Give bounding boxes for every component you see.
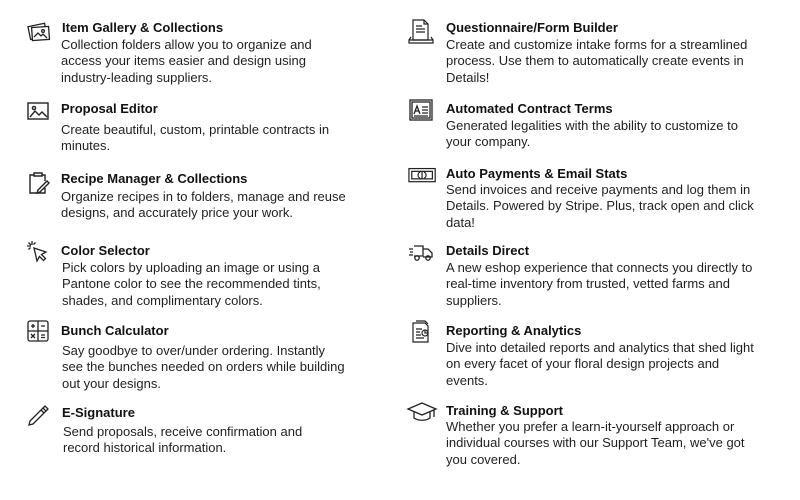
feature-title: Questionnaire/Form Builder [446,20,618,35]
report-icon [408,320,434,346]
feature-title: Reporting & Analytics [446,323,582,338]
cursor-click-icon [26,240,52,266]
feature-description: Collection folders allow you to organize and access your items easier and design using industry-leading suppliers. [61,37,312,85]
feature-description: Say goodbye to over/under ordering. Instantly see the bunches needed on orders while building out your designs. [62,343,345,391]
feature-title: Training & Support [446,403,563,418]
feature-description: A new eshop experience that connects you directly to real-time inventory from trusted, vetted farms and suppliers. [446,260,753,308]
calculator-icon [26,320,52,346]
gallery-icon [26,19,52,45]
feature-description: Send invoices and receive payments and log them in Details. Powered by Stripe. Plus, track open and click data! [446,182,754,230]
feature-title: Automated Contract Terms [446,101,613,116]
image-icon [26,100,52,126]
contract-icon [408,99,434,125]
feature-title: Item Gallery & Collections [62,20,224,35]
form-icon [408,18,434,44]
clipboard-pencil-icon [26,170,52,196]
feature-description: Create and customize intake forms for a streamlined process. Use them to automatically create events in Details! [446,37,748,85]
pen-icon [26,402,52,428]
delivery-truck-icon [408,241,434,267]
feature-title: Bunch Calculator [61,323,169,338]
feature-title: Details Direct [446,243,530,258]
feature-title: Proposal Editor [61,101,158,116]
feature-description: Send proposals, receive confirmation and record historical information. [63,424,303,456]
feature-title: E-Signature [62,405,135,420]
cash-icon [408,164,440,190]
feature-title: Recipe Manager & Collections [61,171,248,186]
feature-description: Organize recipes in to folders, manage and reuse designs, and accurately price your work. [61,189,346,221]
feature-title: Color Selector [61,243,150,258]
feature-description: Whether you prefer a learn-it-yourself approach or individual courses with our Support Team, we've got you covered. [446,419,745,467]
graduation-cap-icon [406,400,438,426]
feature-description: Pick colors by uploading an image or using a Pantone color to see the recommended tints, shades, and complimentary colors. [62,260,321,308]
feature-description: Generated legalities with the ability to customize to your company. [446,118,738,150]
feature-title: Auto Payments & Email Stats [446,166,628,181]
feature-description: Dive into detailed reports and analytics that shed light on every facet of your floral design projects and events. [446,340,754,388]
feature-description: Create beautiful, custom, printable contracts in minutes. [61,122,330,154]
